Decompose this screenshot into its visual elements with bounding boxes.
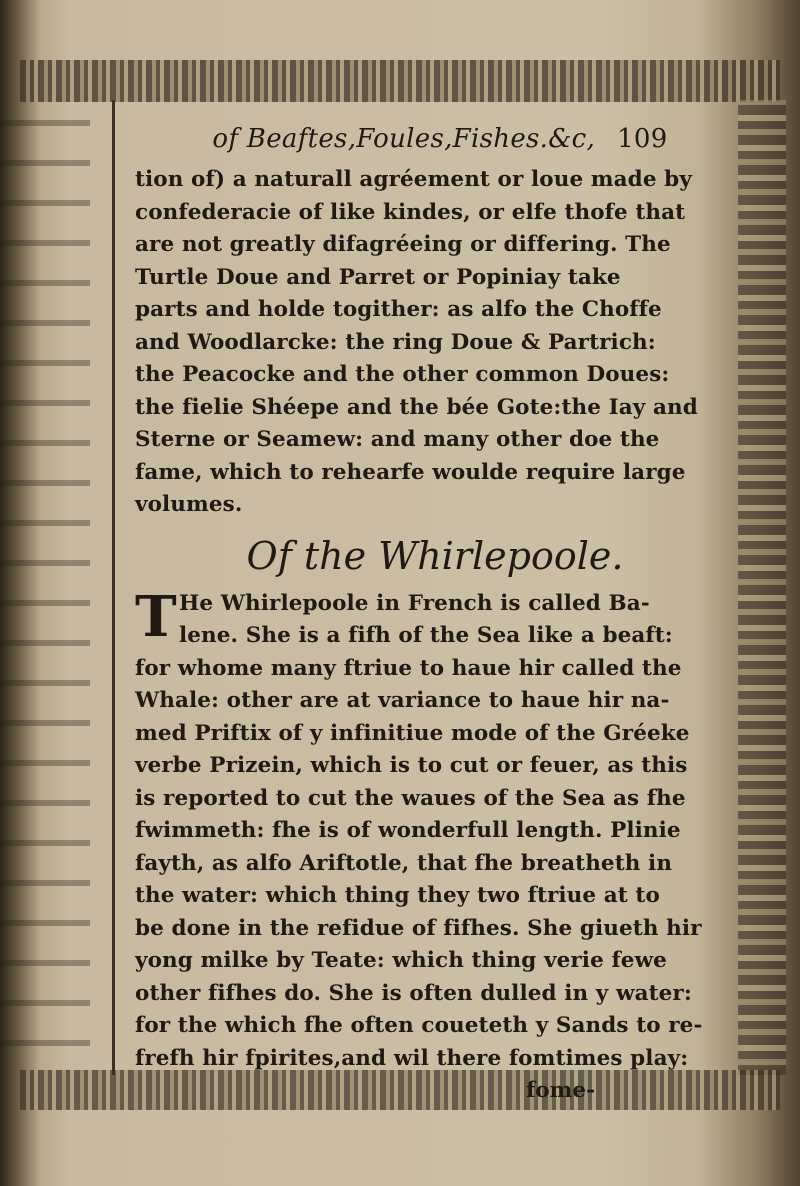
paragraph-before-heading (135, 164, 735, 522)
text-line: parts and holde togither: as alfo the Choffe (135, 297, 662, 322)
paragraph-after-heading (135, 653, 735, 1076)
text-line: and Woodlarcke: the ring Doue & Partrich: (135, 329, 656, 355)
section-heading: Of the Whirlepoole. (246, 533, 624, 578)
top-ornament-border (20, 60, 780, 102)
running-head (145, 120, 735, 158)
text-line: verbe Prizein, which is to cut or feuer, as this (135, 753, 688, 778)
text-line: Whale: other are at variance to haue hir na- (135, 688, 670, 713)
text-line: frefh hir fpirites,and wil there fomtimes play: (135, 1045, 689, 1071)
text-line: fame, which to rehearfe woulde require large (135, 459, 686, 485)
text-line: yong milke by Teate: which thing verie fewe (135, 948, 667, 973)
text-line: tion of) a naturall agréement or loue made by (135, 167, 692, 192)
text-line: other fifhes do. She is often dulled in y water: (135, 980, 692, 1006)
text-line: confederacie of like kindes, or elfe thofe that (135, 199, 686, 225)
catchword: fome- (526, 1078, 595, 1103)
text-line: is reported to cut the waues of the Sea as fhe (135, 785, 686, 811)
text-line: the Peacocke and the other common Doues: (135, 362, 670, 387)
text-line: med Priftix of y infinitiue mode of the Gréeke (135, 720, 690, 746)
text-line: Sterne or Seamew: and many other doe the (135, 427, 660, 452)
text-line: He Whirlepoole in French is called Ba- (179, 590, 650, 616)
text-line: Turtle Doue and Parret or Popiniay take (135, 264, 621, 290)
page-text-block (135, 120, 735, 1107)
text-line: are not greatly difagréeing or differing. The (135, 232, 671, 257)
text-line: for the which fhe often coueteth y Sands to re- (135, 1013, 703, 1038)
page-number: 109 (617, 124, 668, 154)
text-line: lene. She is a fifh of the Sea like a beaft: (179, 623, 673, 648)
left-margin-rule (112, 100, 115, 1075)
text-line: for whome many ftriue to haue hir called the (135, 655, 682, 681)
drop-cap: T (135, 583, 177, 650)
text-line: fayth, as alfo Ariftotle, that fhe breatheth in (135, 850, 673, 876)
drop-cap-paragraph-start (135, 583, 735, 653)
text-line: fwimmeth: fhe is of wonderfull length. Plinie (135, 818, 681, 843)
text-line: be done in the refidue of fifhes. She giueth hir (135, 915, 702, 941)
text-line: the water: which thing they two ftriue at to (135, 883, 660, 908)
text-line: the fielie Shéepe and the bée Gote:the Iay and (135, 394, 698, 420)
running-head-title: of Beaftes,Foules,Fishes.&c, (212, 124, 596, 154)
facing-page-bleed (0, 100, 90, 1080)
right-ornament-border (738, 100, 786, 1075)
text-line: volumes. (135, 492, 243, 517)
